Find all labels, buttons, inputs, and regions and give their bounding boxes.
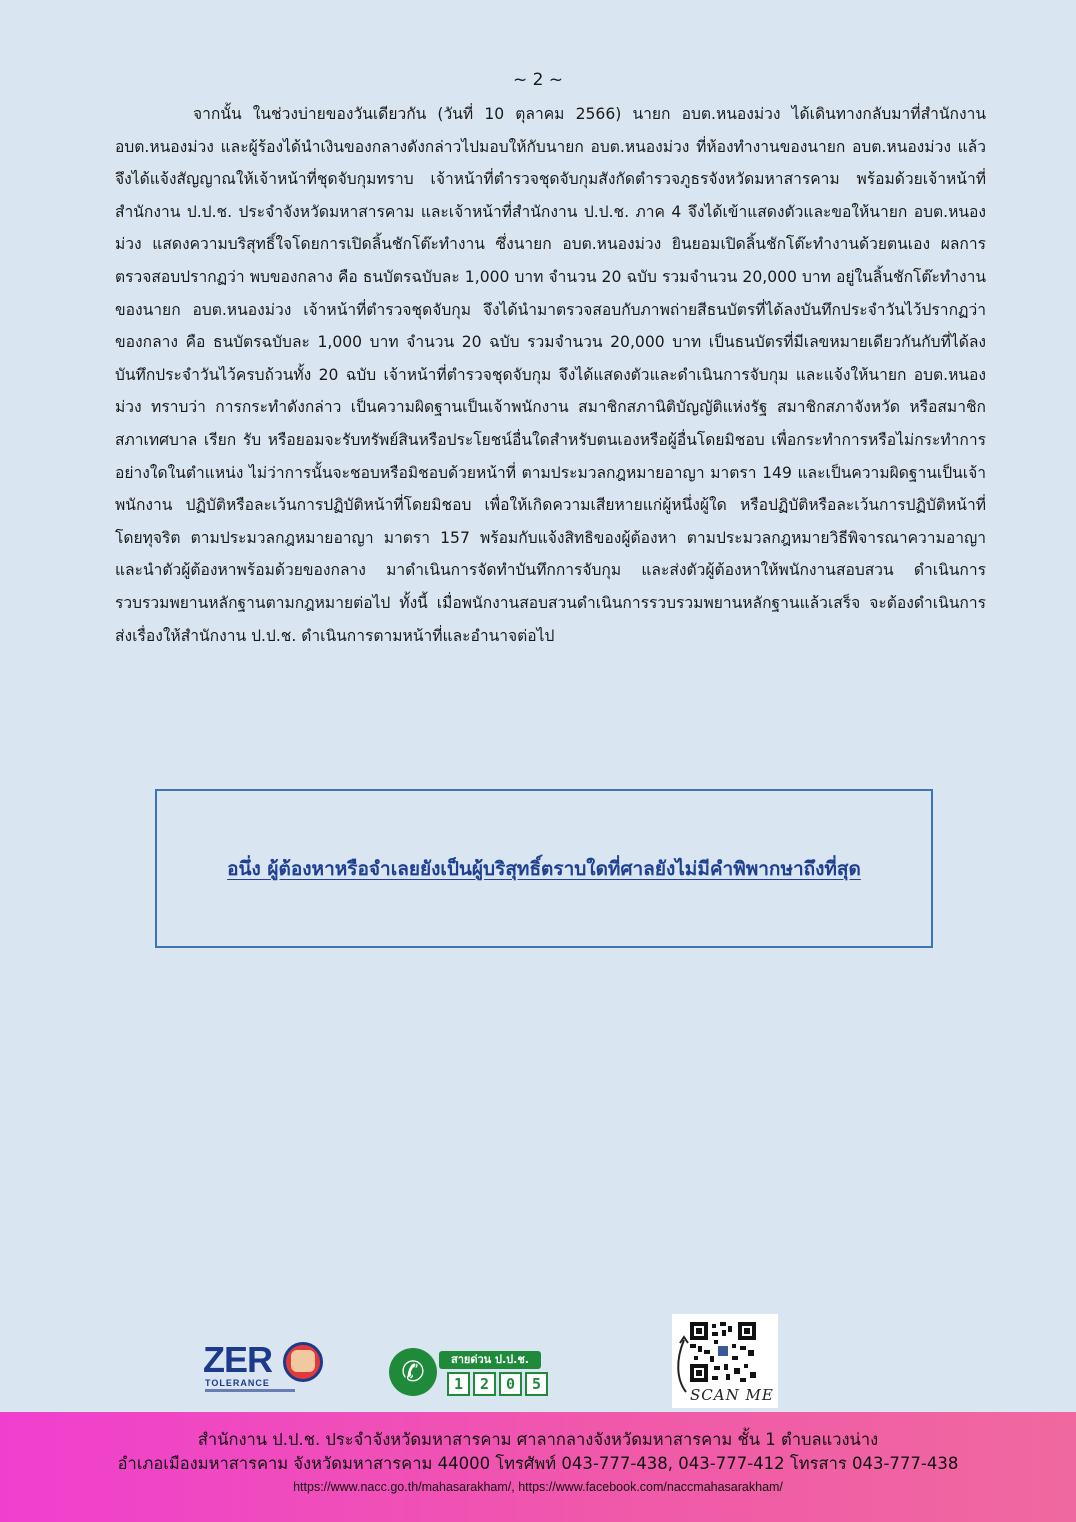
zero-tagline-bar (205, 1389, 295, 1392)
body-paragraph: จากนั้น ในช่วงบ่ายของวันเดียวกัน (วันที่ 10 ตุลาคม 2566) นายก อบต.หนองม่วง ได้เดินทางกลับมาที่สำนักงาน อบต.หนองม่วง และผู้ร้องได้นำเงินของกลางดังกล่าวไปมอบให้กับนายก อบต.หนองม่วง ที่ห้องทำงานของนายก อบต.หนองม่วง แล้วจึงได้แจ้งสัญญาณให้เจ้าหน้าที่ชุดจับกุมทราบ เจ้าหน้าที่ตำรวจชุดจับกุมสังกัดตำรวจภูธรจังหวัดมหาสารคาม พร้อมด้วยเจ้าหน้าที่สำนักงาน ป.ป.ช. ประจำจังหวัดมหาสารคาม และเจ้าหน้าที่สำนักงาน ป.ป.ช. ภาค 4 จึงได้เข้าแสดงตัวและขอให้นายก อบต.หนองม่วง แสดงความบริสุทธิ์ใจโดยการเปิดลิ้นชักโต๊ะทำงาน ซึ่งนายก อบต.หนองม่วง ยินยอมเปิดลิ้นชักโต๊ะทำงานด้วยตนเอง ผลการตรวจสอบปรากฏว่า พบของกลาง คือ ธนบัตรฉบับละ 1,000 บาท จำนวน 20 ฉบับ รวมจำนวน 20,000 บาท อยู่ในลิ้นชักโต๊ะทำงานของนายก อบต.หนองม่วง เจ้าหน้าที่ตำรวจชุดจับกุม จึงได้นำมาตรวจสอบกับภาพถ่ายสีธนบัตรที่ได้ลงบันทึกประจำวันไว้ปรากฏว่า ของกลาง คือ ธนบัตรฉบับละ 1,000 บาท จำนวน 20 ฉบับ รวมจำนวน 20,000 บาท เป็นธนบัตรที่มีเลขหมายเดียวกันกับที่ได้ลงบันทึกประจำวันไว้ครบถ้วนทั้ง 20 ฉบับ เจ้าหน้าที่ตำรวจชุดจับกุม จึงได้แสดงตัวและดำเนินการจับกุม และแจ้งให้นายก อบต.หนองม่วง ทราบว่า การกระทำดังกล่าว เป็นความผิดฐานเป็นเจ้าพนักงาน สมาชิกสภานิติบัญญัติแห่งรัฐ สมาชิกสภาจังหวัด หรือสมาชิกสภาเทศบาล เรียก รับ หรือยอมจะรับทรัพย์สินหรือประโยชน์อื่นใดสำหรับตนเองหรือผู้อื่นโดยมิชอบ เพื่อกระทำการหรือไม่กระทำการอย่างใดในตำแหน่ง ไม่ว่าการนั้นจะชอบหรือมิชอบด้วยหน้าที่ ตามประมวลกฎหมายอาญา มาตรา 149 และเป็นความผิดฐานเป็นเจ้าพนักงาน ปฏิบัติหรือละเว้นการปฏิบัติหน้าที่โดยมิชอบ เพื่อให้เกิดความเสียหายแก่ผู้หนึ่งผู้ใด หรือปฏิบัติหรือละเว้นการปฏิบัติหน้าที่โดยทุจริต ตามประมวลกฎหมายอาญา มาตรา 157 พร้อมกับแจ้งสิทธิของผู้ต้องหา ตามประมวลกฎหมายวิธีพิจารณาความอาญา และนำตัวผู้ต้องหาพร้อมด้วยของกลาง มาดำเนินการจัดทำบันทึกการจับกุม และส่งตัวผู้ต้องหาให้พนักงานสอบสวน ดำเนินการรวบรวมพยานหลักฐานตามกฎหมายต่อไป ทั้งนี้ เมื่อพนักงานสอบสวนดำเนินการรวบรวมพยานหลักฐานแล้วเสร็จ จะต้องดำเนินการส่งเรื่องให้สำนักงาน ป.ป.ช. ดำเนินการตามหน้าที่และอำนาจต่อไป (115, 105, 986, 645)
hotline-digit: 0 (499, 1372, 522, 1396)
hotline-digit: 5 (525, 1372, 548, 1396)
zero-tolerance-logo (203, 1340, 343, 1396)
footer (0, 1412, 1076, 1522)
scan-arrow-icon (674, 1334, 690, 1394)
qr-code-block[interactable] (672, 1314, 778, 1408)
footer-address-line: สำนักงาน ป.ป.ช. ประจำจังหวัดมหาสารคาม ศาลากลางจังหวัดมหาสารคาม ชั้น 1 ตำบลแวงน่าง (197, 1430, 879, 1449)
qr-caption: SCAN ME (690, 1386, 774, 1404)
zero-word: ZER (203, 1339, 272, 1380)
hotline-digits (447, 1372, 548, 1396)
fist-icon (291, 1350, 315, 1372)
hotline-digit: 2 (473, 1372, 496, 1396)
phone-icon: ✆ (389, 1348, 437, 1396)
hotline-label: สายด่วน ป.ป.ช. (439, 1351, 541, 1369)
footer-contact-line: อำเภอเมืองมหาสารคาม จังหวัดมหาสารคาม 44000 โทรศัพท์ 043-777-438, 043-777-412 โทรสาร 043-777-438 (117, 1454, 959, 1473)
footer-links[interactable]: https://www.nacc.go.th/mahasarakham/, https://www.facebook.com/naccmahasarakham/ (293, 1480, 783, 1494)
notice-box (155, 789, 933, 948)
zero-subtitle: TOLERANCE (205, 1378, 270, 1388)
hotline-digit: 1 (447, 1372, 470, 1396)
page-number: ~ 2 ~ (512, 70, 564, 90)
qr-code-icon (690, 1322, 756, 1382)
notice-text: อนึ่ง ผู้ต้องหาหรือจำเลยยังเป็นผู้บริสุทธิ์ตราบใดที่ศาลยังไม่มีคำพิพากษาถึงที่สุด (227, 857, 861, 880)
hotline-logo (389, 1348, 544, 1396)
